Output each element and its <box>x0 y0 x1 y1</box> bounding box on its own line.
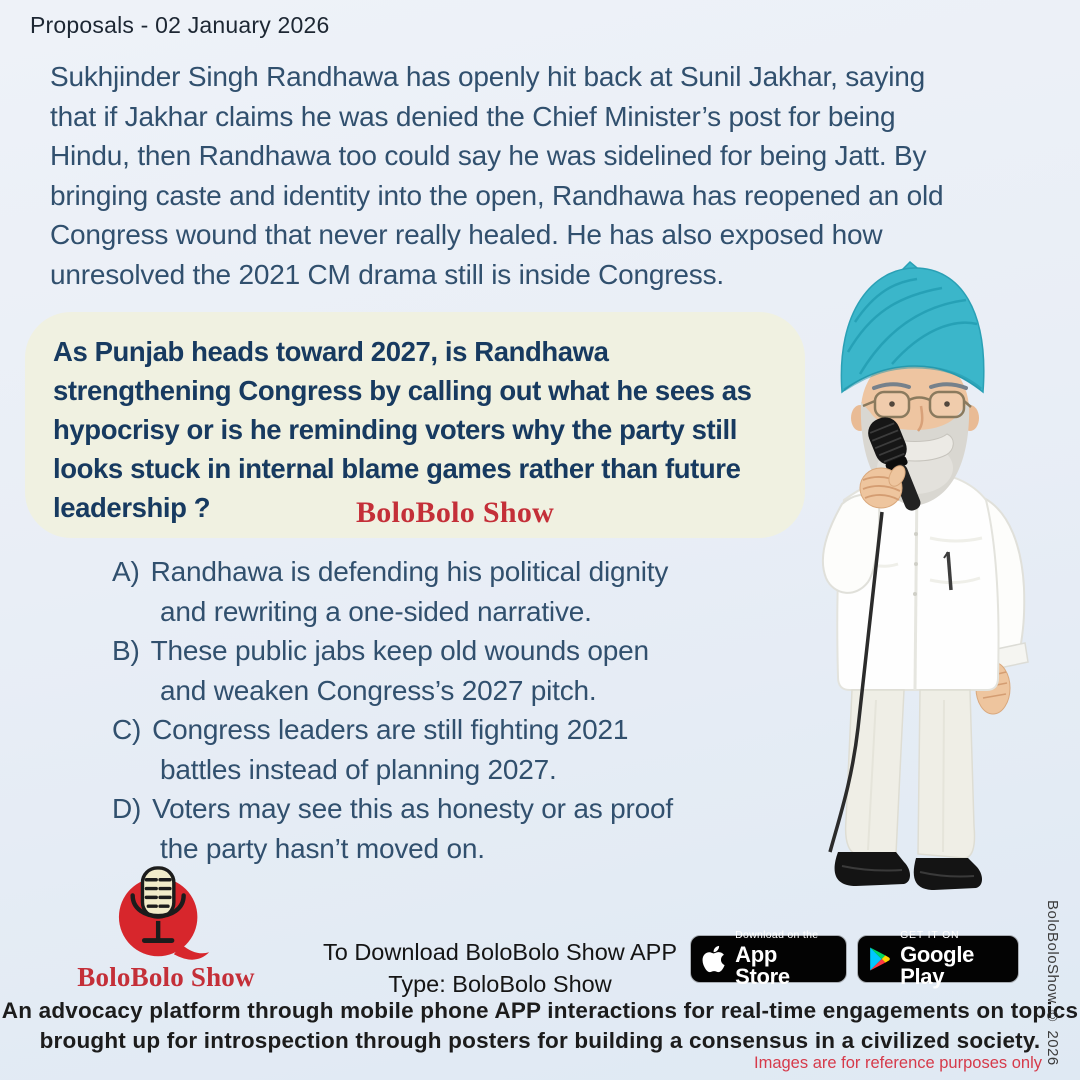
article-line: Sukhjinder Singh Randhawa has openly hit back at Sunil Jakhar, saying <box>50 61 925 92</box>
google-play-tagline: GET IT ON <box>900 929 960 942</box>
option-c-label: C) <box>112 714 142 745</box>
option-c-text: Congress leaders are still fighting 2021 <box>152 714 629 745</box>
option-b-label: B) <box>112 635 140 666</box>
option-c <box>112 710 673 750</box>
article-line: bringing caste and identity into the open, Randhawa has reopened an old <box>50 179 944 211</box>
app-store-label: App Store <box>735 941 790 989</box>
pants <box>846 690 975 858</box>
article-line: Hindu, then Randhawa too could say he was sidelined for being Jatt. By <box>50 140 927 171</box>
google-play-badge[interactable] <box>857 929 1019 989</box>
option-a-label: A) <box>112 556 140 587</box>
option-d <box>112 789 673 829</box>
platform-tagline <box>0 996 1080 1056</box>
question-line: leadership ? <box>53 492 211 523</box>
option-a <box>112 552 673 592</box>
article-line: that if Jakhar claims he was denied the Chief Minister’s post for being <box>50 100 896 132</box>
brand-wordmark-inline: BoloBolo Show <box>356 496 555 529</box>
google-play-label: Google Play <box>900 941 975 989</box>
tagline-line1: An advocacy platform through mobile phone APP interactions for real-time engagements on topics <box>1 998 1079 1023</box>
option-d-text: Voters may see this as honesty or as proof <box>152 793 673 824</box>
apple-icon <box>701 944 726 974</box>
app-store-tagline: Download on the <box>735 929 819 942</box>
download-instructions <box>320 936 680 1000</box>
option-b-text: These public jabs keep old wounds open <box>150 635 649 666</box>
article-paragraph <box>50 57 943 294</box>
copyright-vertical: BoloBoloShow © 2026 <box>1044 900 1061 1066</box>
download-line1: To Download BoloBolo Show APP <box>322 939 678 965</box>
politician-photo <box>780 260 1038 898</box>
option-d-cont: the party hasn’t moved on. <box>160 832 485 864</box>
options-list <box>112 552 673 868</box>
option-c-cont: battles instead of planning 2027. <box>160 753 557 785</box>
head <box>841 262 983 506</box>
google-play-icon <box>868 944 891 974</box>
option-d-label: D) <box>112 793 142 824</box>
option-b-cont: and weaken Congress’s 2027 pitch. <box>160 674 597 706</box>
question-line: looks stuck in internal blame games rather than future <box>53 453 741 484</box>
left-arm <box>823 495 879 593</box>
tagline-line2: brought up for introspection through posters for building a consensus in a civilized society. <box>39 1028 1041 1053</box>
brand-wordmark-footer: BoloBolo Show <box>77 962 255 992</box>
question-line: hypocrisy or is he reminding voters why the party still <box>53 414 738 445</box>
question-line: strengthening Congress by calling out what he sees as <box>53 375 752 406</box>
question-line: As Punjab heads toward 2027, is Randhawa <box>53 336 609 367</box>
page-title: Proposals - 02 January 2026 <box>30 12 330 38</box>
article-line: unresolved the 2021 CM drama still is inside Congress. <box>50 258 724 290</box>
app-store-badge[interactable] <box>690 929 847 989</box>
option-a-text: Randhawa is defending his political dignity <box>150 556 669 587</box>
article-line: Congress wound that never really healed. He has also exposed how <box>50 219 883 250</box>
download-line2: Type: BoloBolo Show <box>388 971 612 997</box>
option-a-cont: and rewriting a one-sided narrative. <box>160 595 592 627</box>
option-b <box>112 631 673 671</box>
image-disclaimer: Images are for reference purposes only <box>754 1054 1042 1072</box>
bolobolo-logo <box>112 866 220 968</box>
